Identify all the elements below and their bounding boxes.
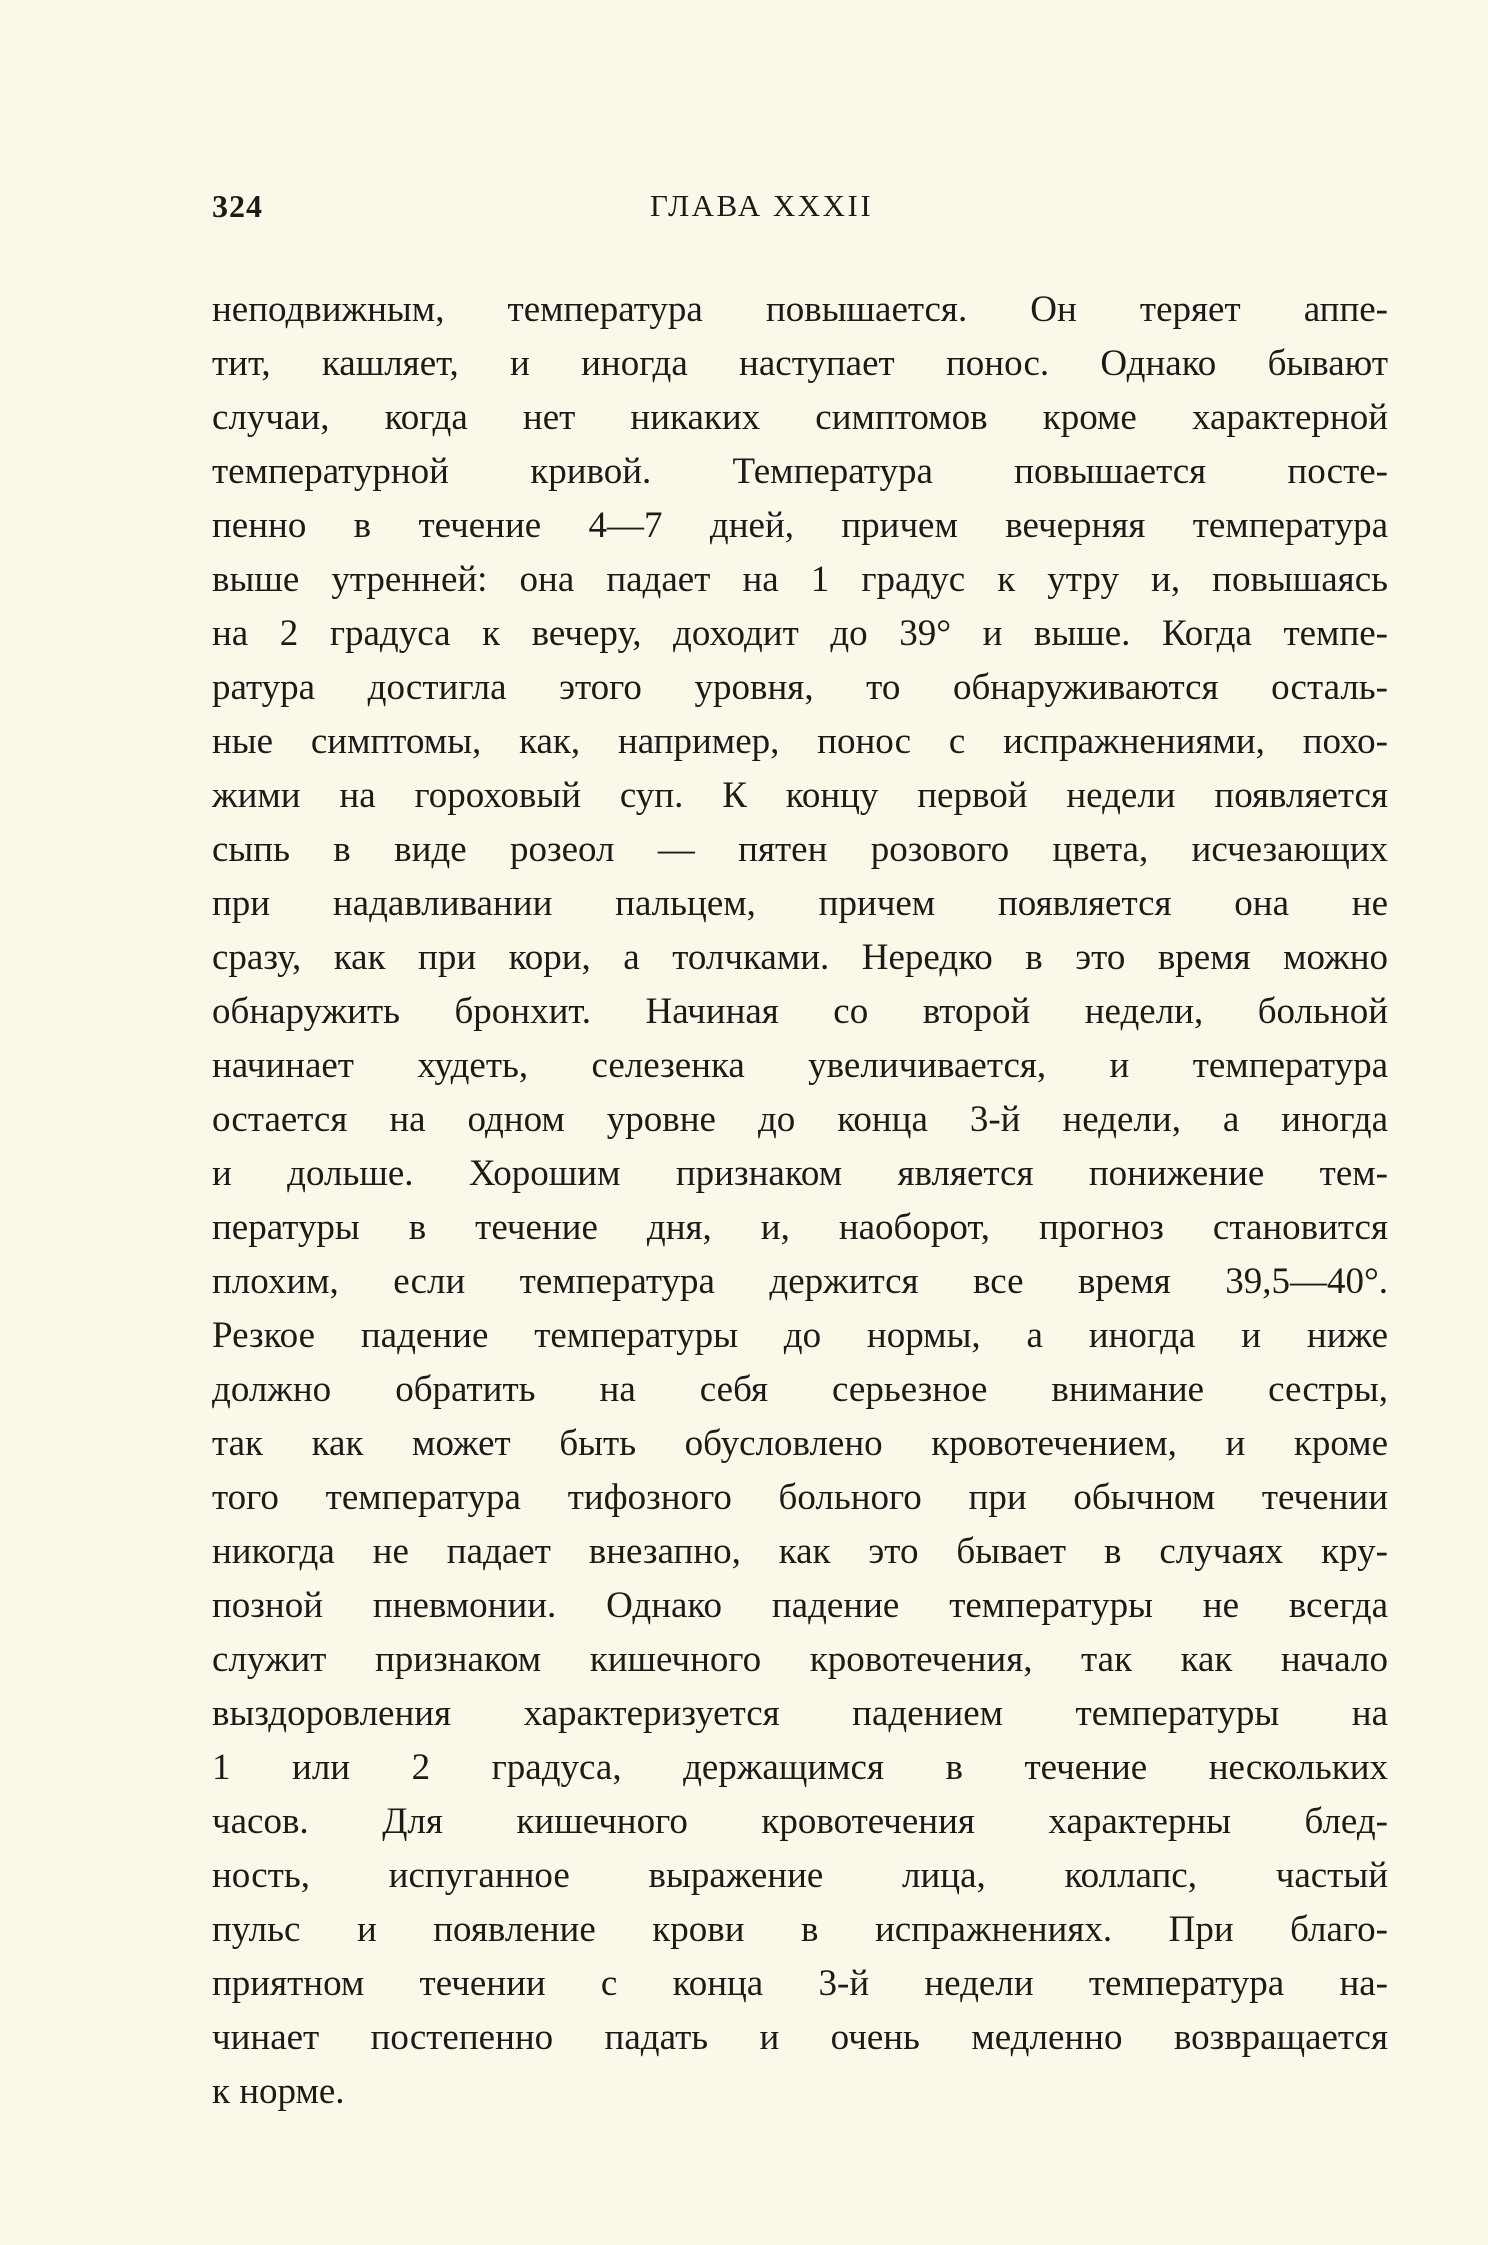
- text-line: никогда не падает внезапно, как это бывает в случаях кру-: [212, 1531, 1388, 1572]
- text-line: выздоровления характеризуется падением температуры на: [212, 1693, 1388, 1734]
- body-text: [212, 283, 1388, 2119]
- text-line: температурной кривой. Температура повышается посте-: [212, 451, 1388, 492]
- text-line: на 2 градуса к вечеру, доходит до 39° и выше. Когда темпе-: [212, 613, 1388, 654]
- page-header: [0, 188, 1488, 238]
- text-line: неподвижным, температура повышается. Он теряет аппе-: [212, 289, 1388, 330]
- text-line: 1 или 2 градуса, держащимся в течение нескольких: [212, 1747, 1388, 1788]
- text-line: ные симптомы, как, например, понос с испражнениями, похо-: [212, 721, 1388, 762]
- text-line: тит, кашляет, и иногда наступает понос. Однако бывают: [212, 343, 1388, 384]
- text-line: обнаружить бронхит. Начиная со второй недели, больной: [212, 991, 1388, 1032]
- text-line: плохим, если температура держится все время 39,5—40°.: [212, 1261, 1388, 1302]
- text-line: должно обратить на себя серьезное внимание сестры,: [212, 1369, 1388, 1410]
- text-line: так как может быть обусловлено кровотечением, и кроме: [212, 1423, 1388, 1464]
- text-line: того температура тифозного больного при обычном течении: [212, 1477, 1388, 1518]
- text-line: случаи, когда нет никаких симптомов кроме характерной: [212, 397, 1388, 438]
- text-line: пературы в течение дня, и, наоборот, прогноз становится: [212, 1207, 1388, 1248]
- text-line: пульс и появление крови в испражнениях. При благо-: [212, 1909, 1388, 1950]
- text-line: чинает постепенно падать и очень медленно возвращается: [212, 2017, 1388, 2058]
- text-line: выше утренней: она падает на 1 градус к утру и, повышаясь: [212, 559, 1388, 600]
- text-line: и дольше. Хорошим признаком является понижение тем-: [212, 1153, 1388, 1194]
- text-line: начинает худеть, селезенка увеличивается, и температура: [212, 1045, 1388, 1086]
- text-line: сыпь в виде розеол — пятен розового цвета, исчезающих: [212, 829, 1388, 870]
- text-line: приятном течении с конца 3-й недели температура на-: [212, 1963, 1388, 2004]
- text-line: позной пневмонии. Однако падение температуры не всегда: [212, 1585, 1388, 1626]
- text-line: часов. Для кишечного кровотечения характерны блед-: [212, 1801, 1388, 1842]
- text-line: служит признаком кишечного кровотечения, так как начало: [212, 1639, 1388, 1680]
- text-line: сразу, как при кори, а толчками. Нередко в это время можно: [212, 937, 1388, 978]
- text-line: ность, испуганное выражение лица, коллапс, частый: [212, 1855, 1388, 1896]
- text-line: к норме.: [212, 2071, 345, 2112]
- text-line: остается на одном уровне до конца 3-й недели, а иногда: [212, 1099, 1388, 1140]
- text-line: при надавливании пальцем, причем появляется она не: [212, 883, 1388, 924]
- text-line: ратура достигла этого уровня, то обнаруживаются осталь-: [212, 667, 1388, 708]
- text-line: Резкое падение температуры до нормы, а иногда и ниже: [212, 1315, 1388, 1356]
- chapter-title: ГЛАВА XXXII: [650, 188, 874, 223]
- text-line: жими на гороховый суп. К концу первой недели появляется: [212, 775, 1388, 816]
- text-line: пенно в течение 4—7 дней, причем вечерняя температура: [212, 505, 1388, 546]
- page-number: 324: [212, 188, 263, 224]
